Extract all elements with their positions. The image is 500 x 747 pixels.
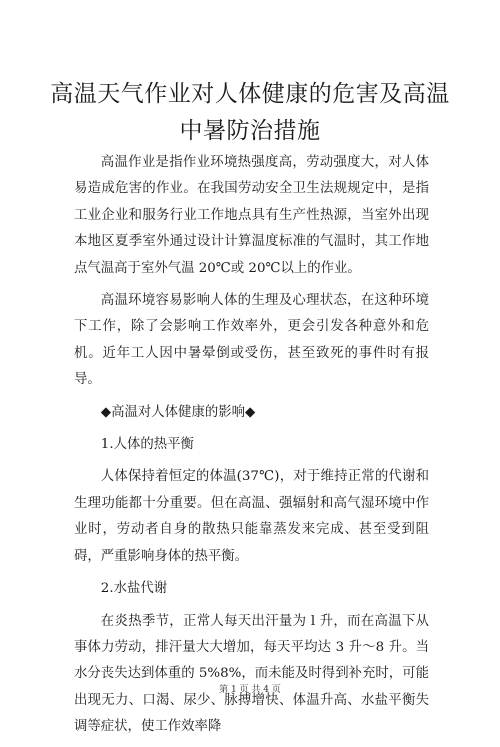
paragraph-environment: 高温环境容易影响人体的生理及心理状态，在这种环境下工作，除了会影响工作效率外，更会引发各种意外和危机。近年工人因中暑晕倒或受伤，甚至致死的事件时有报导。: [74, 293, 429, 388]
document-body: [74, 150, 429, 747]
subheading-water-salt: 2.水盐代谢: [100, 581, 168, 597]
document-title: 高温天气作业对人体健康的危害及高温中暑防治措施: [50, 81, 450, 144]
subheading-heat-balance: 1.人体的热平衡: [100, 437, 194, 453]
page-footer: 第 1 页 共 4 页: [219, 685, 281, 695]
paragraph-definition: 高温作业是指作业环境热强度高，劳动强度大，对人体易造成危害的作业。在我国劳动安全卫生法规规定中，是指工业企业和服务行业工作地点具有生产性热源，当室外出现本地区夏季室外通过设计计算温度标准的气温时，其工作地点气温高于室外气温 20℃或 20℃以上的作业。: [74, 155, 429, 276]
section-heading-health-effects: ◆高温对人体健康的影响◆: [100, 404, 256, 420]
paragraph-water-salt: 在炎热季节，正常人每天出汗量为 l 升，而在高温下从事体力劳动，排汗量大大增加，每天平均达 3 升～8 升。当水分丧失达到体重的 5%8%，而未能及时得到补充时，可能出现无力、口渴、尿少、脉搏增快、体温升高、水盐平衡失调等症状，使工作效率降: [74, 613, 429, 735]
paragraph-heat-balance: 人体保持着恒定的体温(37℃)，对于维持正常的代谢和生理功能都十分重要。但在高温、强辐射和高气湿环境中作业时，劳动者自身的散热只能靠蒸发来完成、甚至受到阻碍，严重影响身体的热平衡。: [74, 469, 429, 564]
